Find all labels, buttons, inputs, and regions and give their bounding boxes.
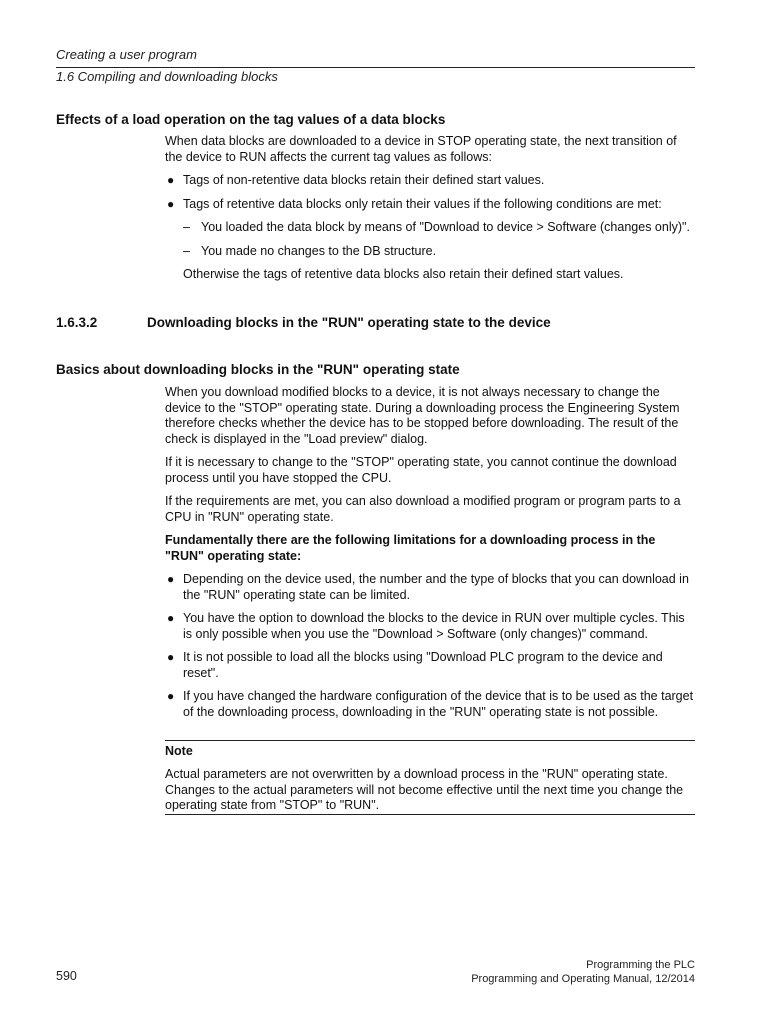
- list-item: ● It is not possible to load all the blocks using "Download PLC program to the device and reset".: [167, 650, 663, 680]
- note-top-rule: [165, 740, 695, 741]
- basics-para-1: When you download modified blocks to a device, it is not always necessary to change the device to the "STOP" operating state. During a downloading process the Engineering System therefore checks whether the device has to be stopped before downloading. The result of the check is displayed in the "Load preview" dialog.: [165, 385, 680, 446]
- footer-subtitle: Programming and Operating Manual, 12/2014: [471, 973, 695, 985]
- bullet-dot-icon: ●: [167, 196, 175, 211]
- effects-intro: When data blocks are downloaded to a device in STOP operating state, the next transition of the device to RUN affects the current tag values as follows:: [165, 134, 677, 164]
- note-title: Note: [165, 744, 193, 758]
- dash-icon: –: [183, 243, 190, 258]
- note-text: Actual parameters are not overwritten by a download process in the "RUN" operating state. Changes to the actual parameters will not become effective until the next time you change the operating state from "STOP" to "RUN".: [165, 767, 684, 812]
- note-bottom-rule: [165, 814, 695, 815]
- sub-list-item: – You loaded the data block by means of "Download to device > Software (changes only)".: [183, 220, 690, 234]
- section-title: Downloading blocks in the "RUN" operating state to the device: [147, 315, 551, 330]
- list-item: ● Tags of non-retentive data blocks retain their defined start values.: [167, 173, 545, 187]
- section-number: 1.6.3.2: [56, 315, 98, 330]
- basics-body: [165, 385, 695, 720]
- bullet-dot-icon: ●: [167, 611, 175, 625]
- limitations-heading: Fundamentally there are the following limitations for a downloading process in the "RUN" operating state:: [165, 533, 656, 563]
- bullet-dot-icon: ●: [167, 572, 175, 586]
- limitations-list: [165, 572, 695, 720]
- list-item: ● Depending on the device used, the number and the type of blocks that you can download in the "RUN" operating state can be limited.: [167, 572, 689, 602]
- list-item: ● You have the option to download the blocks to the device in RUN over multiple cycles. This is only possible when you use the "Download > Software (only changes)" command.: [167, 611, 685, 641]
- bullet-dot-icon: ●: [167, 173, 175, 187]
- effects-body: [165, 134, 695, 283]
- dash-icon: –: [183, 220, 190, 234]
- footer-title: Programming the PLC: [586, 959, 695, 971]
- basics-para-3: If the requirements are met, you can also download a modified program or program parts to a CPU in "RUN" operating state.: [165, 494, 681, 524]
- page-number: 590: [56, 969, 77, 983]
- basics-heading: Basics about downloading blocks in the "RUN" operating state: [56, 362, 460, 377]
- header-rule: [56, 67, 695, 68]
- basics-para-2: If it is necessary to change to the "STOP" operating state, you cannot continue the download process until you have stopped the CPU.: [165, 455, 677, 485]
- bullet-dot-icon: ●: [167, 650, 175, 664]
- header-section: 1.6 Compiling and downloading blocks: [56, 69, 278, 84]
- sub-list-item: – You made no changes to the DB structure.: [183, 243, 437, 258]
- header-chapter: Creating a user program: [56, 47, 197, 62]
- effects-heading: Effects of a load operation on the tag values of a data blocks: [56, 112, 446, 127]
- bullet-dot-icon: ●: [167, 689, 175, 703]
- list-item: ● Tags of retentive data blocks only retain their values if the following conditions are met:: [167, 196, 662, 211]
- effects-bullet-list: [165, 173, 695, 212]
- effects-otherwise: Otherwise the tags of retentive data blocks also retain their defined start values.: [183, 267, 624, 281]
- list-item: ● If you have changed the hardware configuration of the device that is to be used as the target of the downloading process, downloading in the "RUN" operating state is not possible.: [167, 689, 694, 719]
